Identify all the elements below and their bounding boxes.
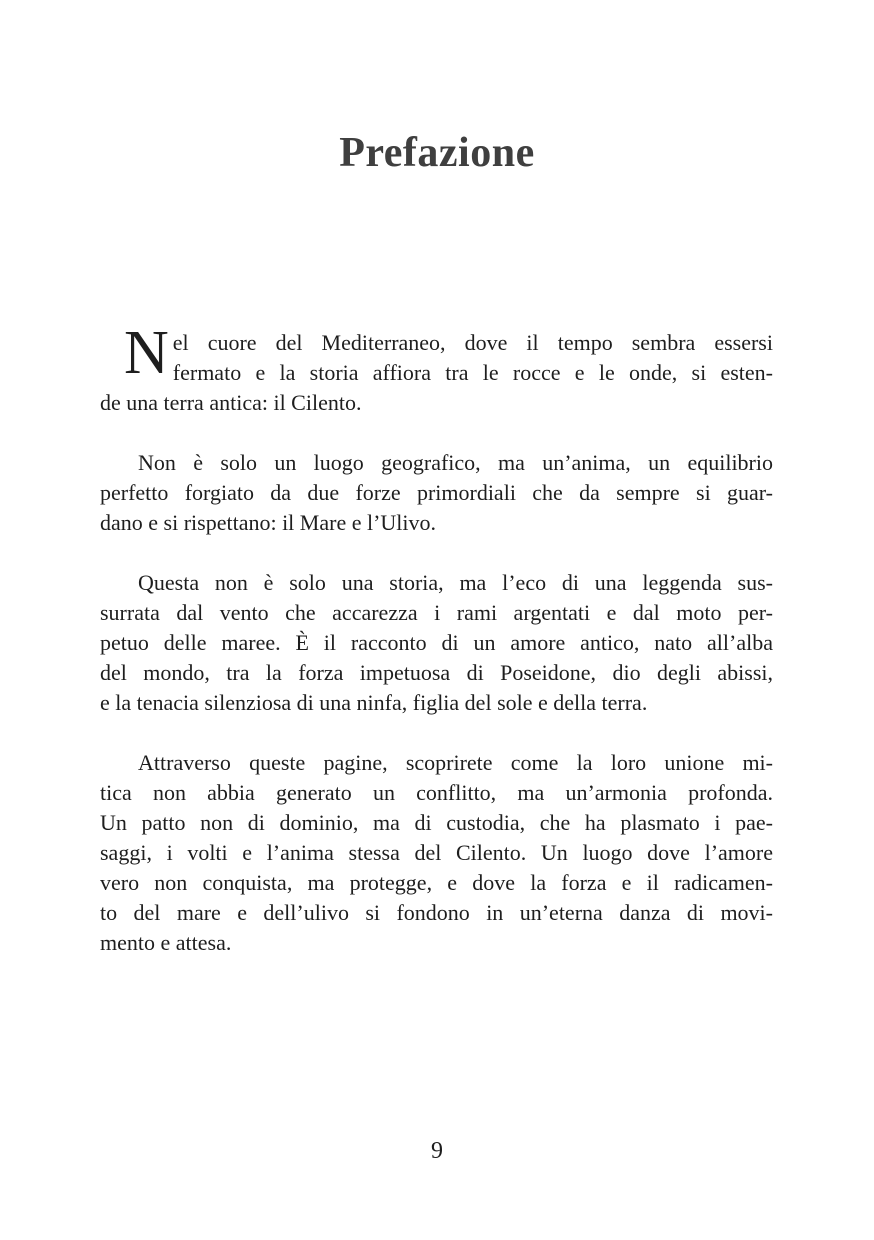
text-line: Non è solo un luogo geografico, ma un’anima, un equilibrio [138,450,773,475]
text-line: saggi, i volti e l’anima stessa del Cilento. Un luogo dove l’amore [100,840,773,865]
paragraph-3 [100,568,773,718]
page-title: Prefazione [339,130,535,176]
page-number: 9 [431,1138,443,1164]
text-line: e la tenacia silenziosa di una ninfa, figlia del sole e della terra. [100,690,648,715]
text-line: dano e si rispettano: il Mare e l’Ulivo. [100,510,437,535]
text-line: del mondo, tra la forza impetuosa di Poseidone, dio degli abissi, [100,660,773,685]
drop-cap: N [124,319,169,387]
text-line: fermato e la storia affiora tra le rocce e le onde, si esten- [172,360,773,385]
text-line: mento e attesa. [100,930,232,955]
text-line: de una terra antica: il Cilento. [100,390,362,415]
text-line: Questa non è solo una storia, ma l’eco di una leggenda sus- [138,570,773,595]
text-line: Un patto non di dominio, ma di custodia, che ha plasmato i pae- [100,810,773,835]
text-line: el cuore del Mediterraneo, dove il tempo sembra essersi [172,330,773,355]
text-line: to del mare e dell’ulivo si fondono in un’eterna danza di movi- [100,900,773,925]
body-text [100,319,773,988]
text-line: tica non abbia generato un conflitto, ma un’armonia profonda. [100,780,773,805]
text-line: Attraverso queste pagine, scoprirete come la loro unione mi- [138,750,773,775]
text-line: surrata dal vento che accarezza i rami argentati e dal moto per- [100,600,773,625]
text-line: perfetto forgiato da due forze primordiali che da sempre si guar- [100,480,773,505]
paragraph-2 [100,448,773,538]
paragraph-1 [100,319,773,418]
paragraph-4 [100,748,773,958]
text-line: petuo delle maree. È il racconto di un amore antico, nato all’alba [100,630,773,655]
text-line: vero non conquista, ma protegge, e dove la forza e il radicamen- [100,870,773,895]
